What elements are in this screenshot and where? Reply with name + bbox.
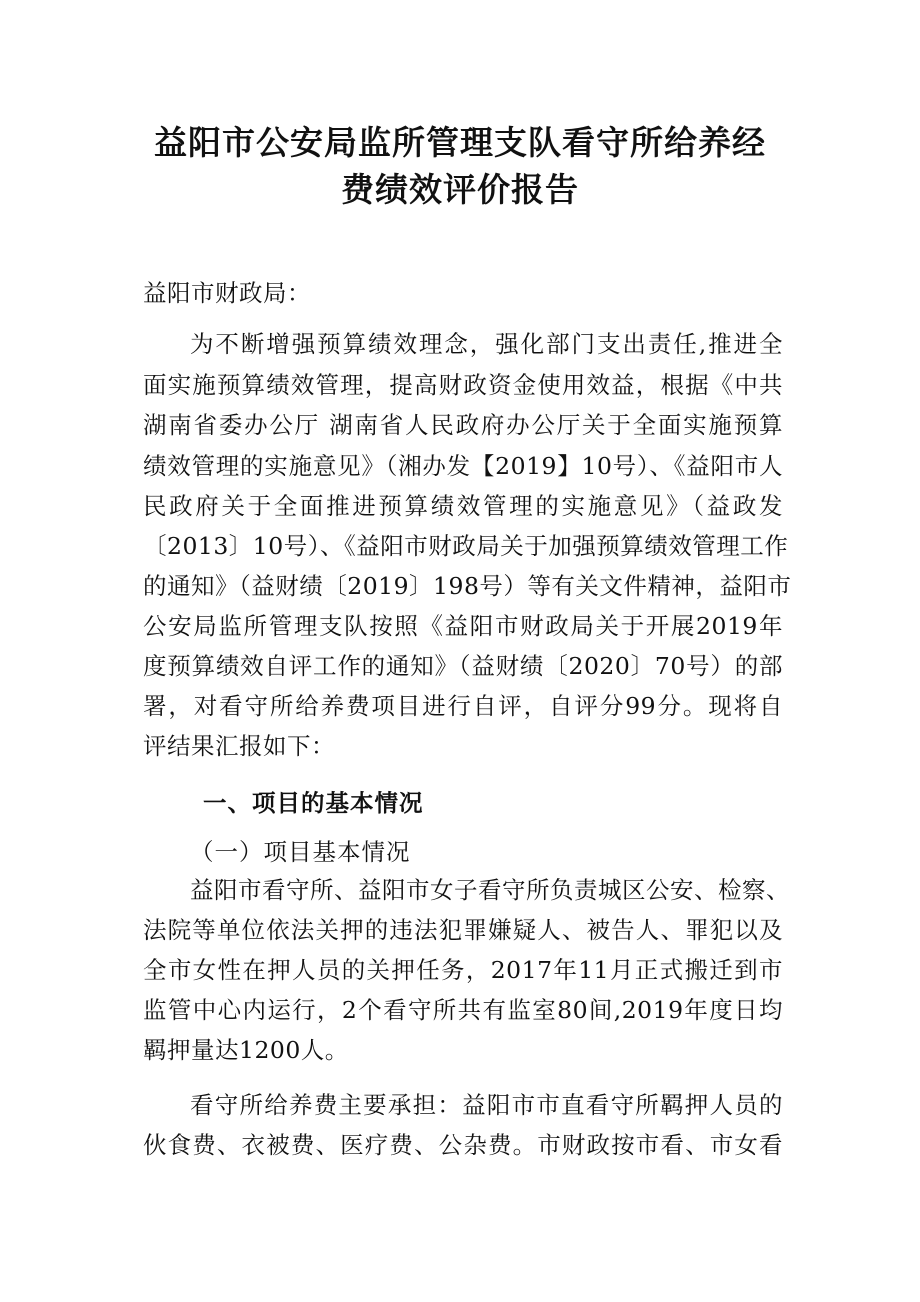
salutation: 益阳市财政局： (143, 279, 311, 307)
paragraph-line: 绩效管理的实施意见》（湘办发【2019】10号）、《益阳市人 (143, 452, 783, 480)
paragraph-line: 法院等单位依法关押的违法犯罪嫌疑人、被告人、罪犯以及 (143, 916, 783, 944)
paragraph-line: 为不断增强预算绩效理念，强化部门支出责任,推进全 (190, 330, 783, 358)
document-title-line-2: 费绩效评价报告 (341, 170, 579, 209)
paragraph-line: 民政府关于全面推进预算绩效管理的实施意见》（益政发 (143, 492, 783, 520)
document-title-line-1: 益阳市公安局监所管理支队看守所给养经 (154, 123, 766, 162)
paragraph-line: 度预算绩效自评工作的通知》（益财绩〔2020〕70号）的部 (143, 652, 783, 680)
paragraph-line: 评结果汇报如下： (143, 732, 335, 760)
paragraph-line: 湖南省委办公厅 湖南省人民政府办公厅关于全面实施预算 (143, 411, 783, 439)
paragraph-line: 羁押量达1200人。 (143, 1036, 349, 1064)
paragraph-line: 看守所给养费主要承担：益阳市市直看守所羁押人员的 (190, 1091, 783, 1119)
paragraph-line: 面实施预算绩效管理，提高财政资金使用效益，根据《中共 (143, 371, 783, 399)
paragraph-line: 监管中心内运行，2个看守所共有监室80间,2019年度日均 (143, 996, 783, 1024)
paragraph-line: 〔2013〕10号）、《益阳市财政局关于加强预算绩效管理工作 (143, 532, 789, 560)
paragraph-line: 伙食费、衣被费、医疗费、公杂费。市财政按市看、市女看 (143, 1131, 783, 1159)
subsection-heading: （一）项目基本情况 (190, 838, 411, 866)
paragraph-line: 全市女性在押人员的关押任务，2017年11月正式搬迁到市 (143, 956, 783, 984)
paragraph-line: 署，对看守所给养费项目进行自评，自评分99分。现将自 (143, 692, 783, 720)
paragraph-line: 的通知》（益财绩〔2019〕198号）等有关文件精神，益阳市 (143, 572, 792, 600)
paragraph-line: 公安局监所管理支队按照《益阳市财政局关于开展2019年 (143, 612, 783, 640)
paragraph-line: 益阳市看守所、益阳市女子看守所负责城区公安、检察、 (190, 876, 790, 904)
section-heading: 一、项目的基本情况 (203, 789, 424, 817)
